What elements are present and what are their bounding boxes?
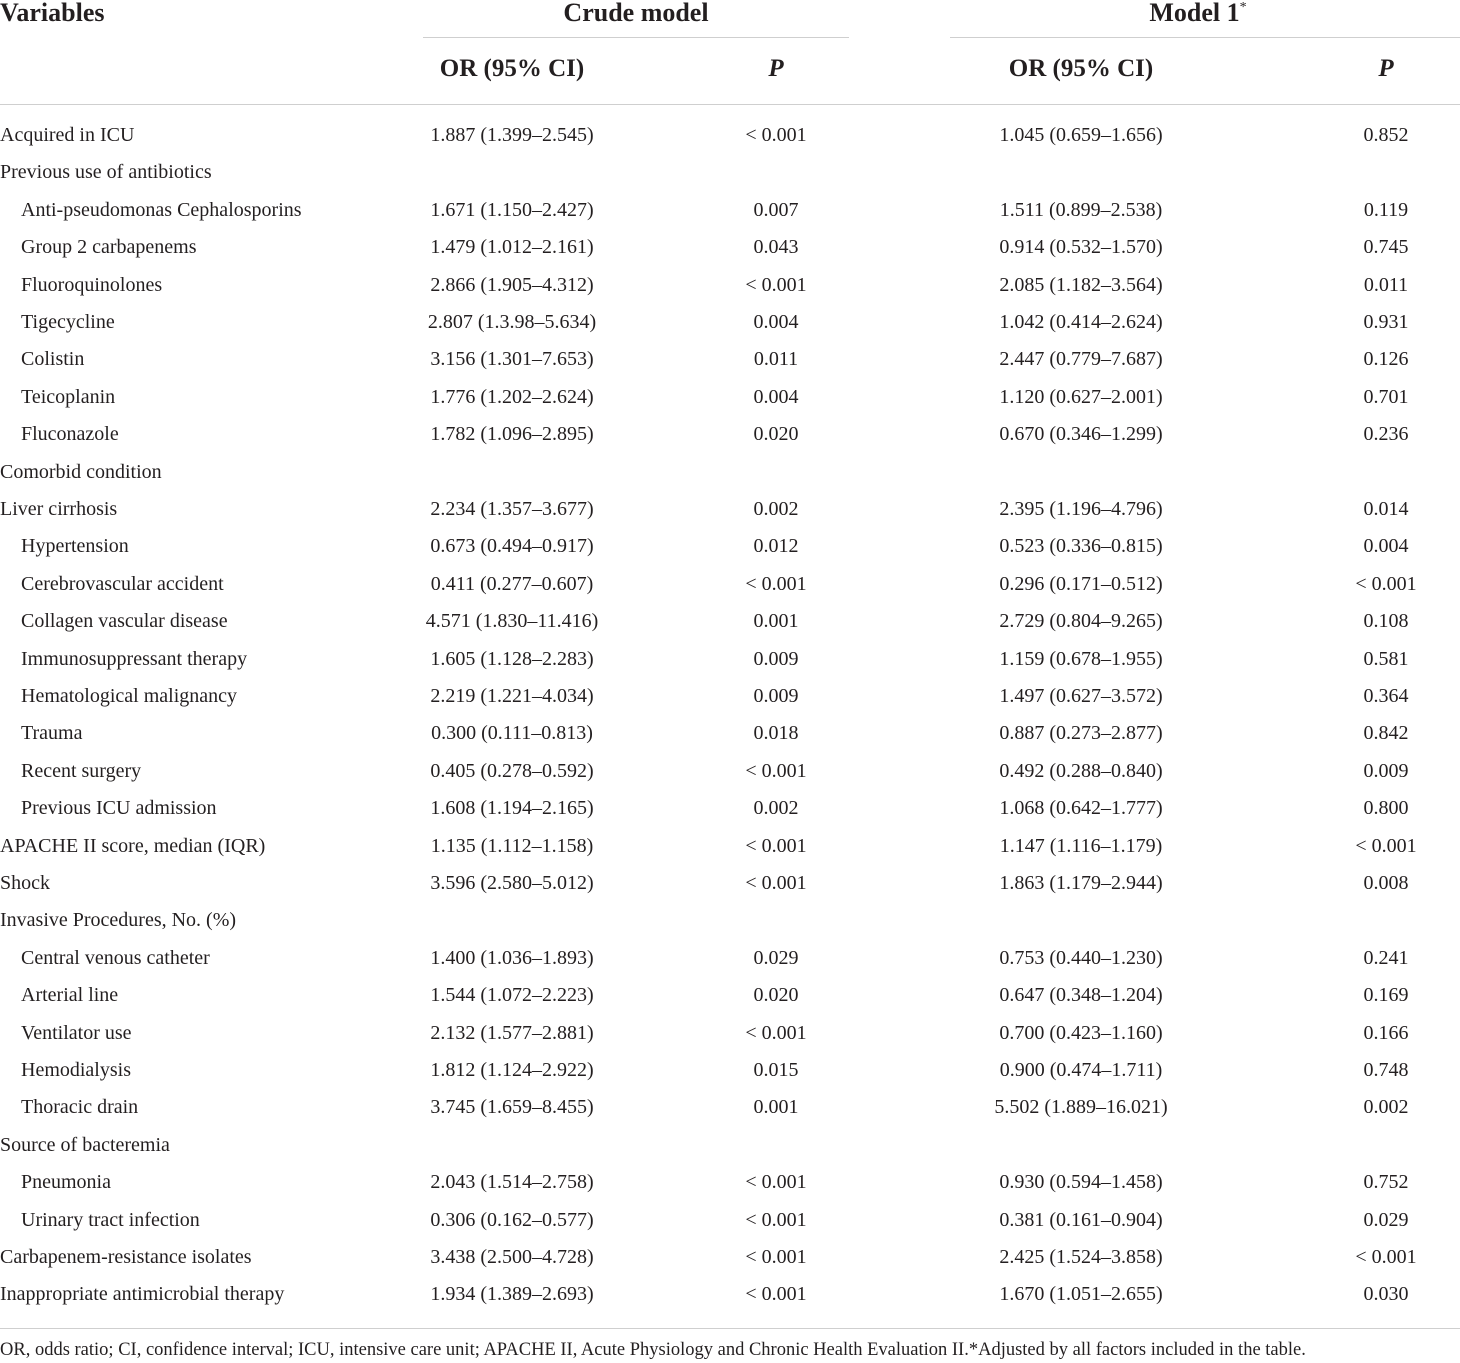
crude-or-ci: 2.043 (1.514–2.758) [430, 1171, 594, 1193]
crude-or-ci: 1.776 (1.202–2.624) [430, 386, 594, 408]
row-label: Comorbid condition [0, 461, 162, 483]
row-label: Thoracic drain [21, 1096, 139, 1118]
model1-p-value: 0.014 [1363, 498, 1409, 520]
row-label: Teicoplanin [21, 386, 116, 408]
crude-or-ci: 3.438 (2.500–4.728) [430, 1246, 594, 1268]
crude-or-ci: 4.571 (1.830–11.416) [425, 610, 599, 632]
model1-or-ci: 0.492 (0.288–0.840) [999, 760, 1163, 782]
crude-p-value: 0.009 [753, 648, 799, 670]
crude-or-ci: 1.479 (1.012–2.161) [430, 236, 594, 258]
model1-p-value: 0.108 [1363, 610, 1409, 632]
crude-or-ci: 2.234 (1.357–3.677) [430, 498, 594, 520]
row-label: Hematological malignancy [21, 685, 238, 707]
header-bottom-rule [0, 104, 1460, 105]
crude-p-value: 0.004 [753, 386, 799, 408]
crude-p-value: 0.029 [753, 947, 799, 969]
model1-or-ci: 0.900 (0.474–1.711) [999, 1059, 1163, 1081]
header-crude-model: Crude model [563, 0, 709, 27]
row-label: Acquired in ICU [0, 124, 135, 146]
model1-or-ci: 0.296 (0.171–0.512) [999, 573, 1163, 595]
model1-or-ci: 5.502 (1.889–16.021) [994, 1096, 1168, 1118]
crude-p-value: 0.001 [753, 610, 799, 632]
crude-p-value: < 0.001 [745, 1209, 807, 1231]
model1-or-ci: 0.381 (0.161–0.904) [999, 1209, 1163, 1231]
row-label: Arterial line [21, 984, 119, 1006]
crude-or-ci: 1.544 (1.072–2.223) [430, 984, 594, 1006]
crude-or-ci: 1.671 (1.150–2.427) [430, 199, 594, 221]
model1-p-value: 0.126 [1363, 348, 1409, 370]
crude-or-ci: 1.605 (1.128–2.283) [430, 648, 594, 670]
model1-or-ci: 0.647 (0.348–1.204) [999, 984, 1163, 1006]
crude-or-ci: 1.887 (1.399–2.545) [430, 124, 594, 146]
model1-p-value: 0.800 [1363, 797, 1409, 819]
row-label: APACHE II score, median (IQR) [0, 835, 266, 857]
model1-or-ci: 2.085 (1.182–3.564) [999, 274, 1163, 296]
model1-p-value: 0.752 [1363, 1171, 1409, 1193]
crude-or-ci: 3.156 (1.301–7.653) [430, 348, 594, 370]
header-model1-or-ci: OR (95% CI) [1008, 55, 1154, 82]
model1-p-value: 0.002 [1363, 1096, 1409, 1118]
model1-or-ci: 1.670 (1.051–2.655) [999, 1283, 1163, 1305]
crude-p-value: 0.015 [753, 1059, 799, 1081]
model1-p-value: 0.169 [1363, 984, 1409, 1006]
crude-p-value: 0.001 [753, 1096, 799, 1118]
model1-or-ci: 0.700 (0.423–1.160) [999, 1022, 1163, 1044]
row-label: Hypertension [21, 535, 129, 557]
crude-or-ci: 1.812 (1.124–2.922) [430, 1059, 594, 1081]
row-label: Fluconazole [21, 423, 119, 445]
model1-p-value: 0.748 [1363, 1059, 1409, 1081]
crude-or-ci: 0.300 (0.111–0.813) [431, 722, 593, 744]
row-label: Collagen vascular disease [21, 610, 228, 632]
crude-or-ci: 2.132 (1.577–2.881) [430, 1022, 594, 1044]
model1-or-ci: 0.523 (0.336–0.815) [999, 535, 1163, 557]
crude-or-ci: 0.411 (0.277–0.607) [430, 573, 594, 595]
model-1-underline [950, 37, 1460, 38]
crude-p-value: 0.011 [753, 348, 799, 370]
row-label: Source of bacteremia [0, 1134, 170, 1156]
row-label: Shock [0, 872, 50, 894]
model1-p-value: 0.008 [1363, 872, 1409, 894]
row-label: Trauma [21, 722, 83, 744]
crude-or-ci: 0.673 (0.494–0.917) [430, 535, 594, 557]
crude-or-ci: 0.306 (0.162–0.577) [430, 1209, 594, 1231]
row-label: Urinary tract infection [21, 1209, 200, 1231]
crude-p-value: 0.002 [753, 797, 799, 819]
model1-or-ci: 0.887 (0.273–2.877) [999, 722, 1163, 744]
crude-p-value: 0.012 [753, 535, 799, 557]
row-label: Pneumonia [21, 1171, 111, 1193]
crude-p-value: < 0.001 [745, 760, 807, 782]
row-label: Invasive Procedures, No. (%) [0, 909, 237, 931]
crude-p-value: < 0.001 [745, 1022, 807, 1044]
row-label: Central venous catheter [21, 947, 210, 969]
crude-p-value: < 0.001 [745, 124, 807, 146]
row-label: Colistin [21, 348, 85, 370]
model1-or-ci: 2.425 (1.524–3.858) [999, 1246, 1163, 1268]
crude-p-value: < 0.001 [745, 1171, 807, 1193]
model1-p-value: 0.931 [1363, 311, 1409, 333]
header-variables: Variables [0, 0, 105, 27]
row-label: Carbapenem-resistance isolates [0, 1246, 252, 1268]
crude-or-ci: 2.219 (1.221–4.034) [430, 685, 594, 707]
header-model-1-label: Model 1 [1149, 0, 1240, 27]
model1-p-value: < 0.001 [1355, 835, 1417, 857]
row-label: Hemodialysis [21, 1059, 131, 1081]
crude-p-value: < 0.001 [745, 835, 807, 857]
row-label: Ventilator use [21, 1022, 132, 1044]
model1-p-value: 0.166 [1363, 1022, 1409, 1044]
model1-p-value: 0.701 [1363, 386, 1409, 408]
model1-p-value: 0.236 [1363, 423, 1409, 445]
table-footnote: OR, odds ratio; CI, confidence interval; ICU, intensive care unit; APACHE II, Acute Physiology and Chronic Health Evaluation II.*Adjusted by all factors included in the table. [0, 1340, 1306, 1360]
row-label: Immunosuppressant therapy [21, 648, 248, 670]
crude-model-underline [423, 37, 849, 38]
model1-or-ci: 1.511 (0.899–2.538) [999, 199, 1163, 221]
model1-p-value: 0.030 [1363, 1283, 1409, 1305]
header-model-1 [1149, 0, 1246, 28]
model1-p-value: 0.745 [1363, 236, 1409, 258]
model1-p-value: 0.011 [1363, 274, 1409, 296]
model1-or-ci: 2.395 (1.196–4.796) [999, 498, 1163, 520]
crude-or-ci: 3.596 (2.580–5.012) [430, 872, 594, 894]
header-model-1-marker: * [1239, 0, 1247, 15]
crude-p-value: 0.018 [753, 722, 799, 744]
crude-p-value: 0.007 [753, 199, 799, 221]
row-label: Cerebrovascular accident [21, 573, 224, 595]
row-label: Tigecycline [21, 311, 115, 333]
row-label: Inappropriate antimicrobial therapy [0, 1283, 285, 1305]
model1-p-value: 0.364 [1363, 685, 1409, 707]
model1-or-ci: 2.729 (0.804–9.265) [999, 610, 1163, 632]
row-label: Liver cirrhosis [0, 498, 118, 520]
crude-or-ci: 1.608 (1.194–2.165) [430, 797, 594, 819]
crude-p-value: 0.043 [753, 236, 799, 258]
crude-p-value: < 0.001 [745, 573, 807, 595]
model1-or-ci: 1.497 (0.627–3.572) [999, 685, 1163, 707]
model1-p-value: 0.119 [1363, 199, 1409, 221]
crude-p-value: < 0.001 [745, 274, 807, 296]
header-model1-p: P [1378, 55, 1394, 82]
model1-p-value: 0.029 [1363, 1209, 1409, 1231]
model1-p-value: 0.842 [1363, 722, 1409, 744]
row-label: Recent surgery [21, 760, 142, 782]
model1-p-value: 0.852 [1363, 124, 1409, 146]
crude-p-value: 0.004 [753, 311, 799, 333]
model1-or-ci: 1.045 (0.659–1.656) [999, 124, 1163, 146]
crude-p-value: < 0.001 [745, 1246, 807, 1268]
crude-or-ci: 1.934 (1.389–2.693) [430, 1283, 594, 1305]
model1-or-ci: 0.753 (0.440–1.230) [999, 947, 1163, 969]
crude-or-ci: 1.400 (1.036–1.893) [430, 947, 594, 969]
crude-p-value: 0.002 [753, 498, 799, 520]
crude-p-value: < 0.001 [745, 872, 807, 894]
crude-p-value: 0.020 [753, 423, 799, 445]
row-label: Anti-pseudomonas Cephalosporins [21, 199, 302, 221]
crude-or-ci: 0.405 (0.278–0.592) [430, 760, 594, 782]
crude-p-value: 0.020 [753, 984, 799, 1006]
row-label: Previous use of antibiotics [0, 161, 212, 183]
model1-or-ci: 0.930 (0.594–1.458) [999, 1171, 1163, 1193]
row-label: Group 2 carbapenems [21, 236, 197, 258]
crude-or-ci: 1.782 (1.096–2.895) [430, 423, 594, 445]
model1-or-ci: 1.147 (1.116–1.179) [999, 835, 1163, 857]
model1-or-ci: 0.670 (0.346–1.299) [999, 423, 1163, 445]
crude-or-ci: 2.866 (1.905–4.312) [430, 274, 594, 296]
model1-or-ci: 1.042 (0.414–2.624) [999, 311, 1163, 333]
crude-or-ci: 1.135 (1.112–1.158) [430, 835, 594, 857]
model1-p-value: < 0.001 [1355, 573, 1417, 595]
crude-p-value: 0.009 [753, 685, 799, 707]
model1-p-value: 0.009 [1363, 760, 1409, 782]
row-label: Previous ICU admission [21, 797, 217, 819]
model1-or-ci: 1.120 (0.627–2.001) [999, 386, 1163, 408]
model1-or-ci: 1.159 (0.678–1.955) [999, 648, 1163, 670]
model1-or-ci: 0.914 (0.532–1.570) [999, 236, 1163, 258]
table-bottom-rule [0, 1328, 1460, 1329]
header-crude-or-ci: OR (95% CI) [439, 55, 585, 82]
model1-p-value: < 0.001 [1355, 1246, 1417, 1268]
row-label: Fluoroquinolones [21, 274, 163, 296]
model1-p-value: 0.241 [1363, 947, 1409, 969]
crude-or-ci: 3.745 (1.659–8.455) [430, 1096, 594, 1118]
crude-p-value: < 0.001 [745, 1283, 807, 1305]
header-crude-p: P [768, 55, 784, 82]
model1-or-ci: 1.863 (1.179–2.944) [999, 872, 1163, 894]
model1-p-value: 0.581 [1363, 648, 1409, 670]
model1-p-value: 0.004 [1363, 535, 1409, 557]
model1-or-ci: 2.447 (0.779–7.687) [999, 348, 1163, 370]
model1-or-ci: 1.068 (0.642–1.777) [999, 797, 1163, 819]
crude-or-ci: 2.807 (1.3.98–5.634) [427, 311, 597, 333]
